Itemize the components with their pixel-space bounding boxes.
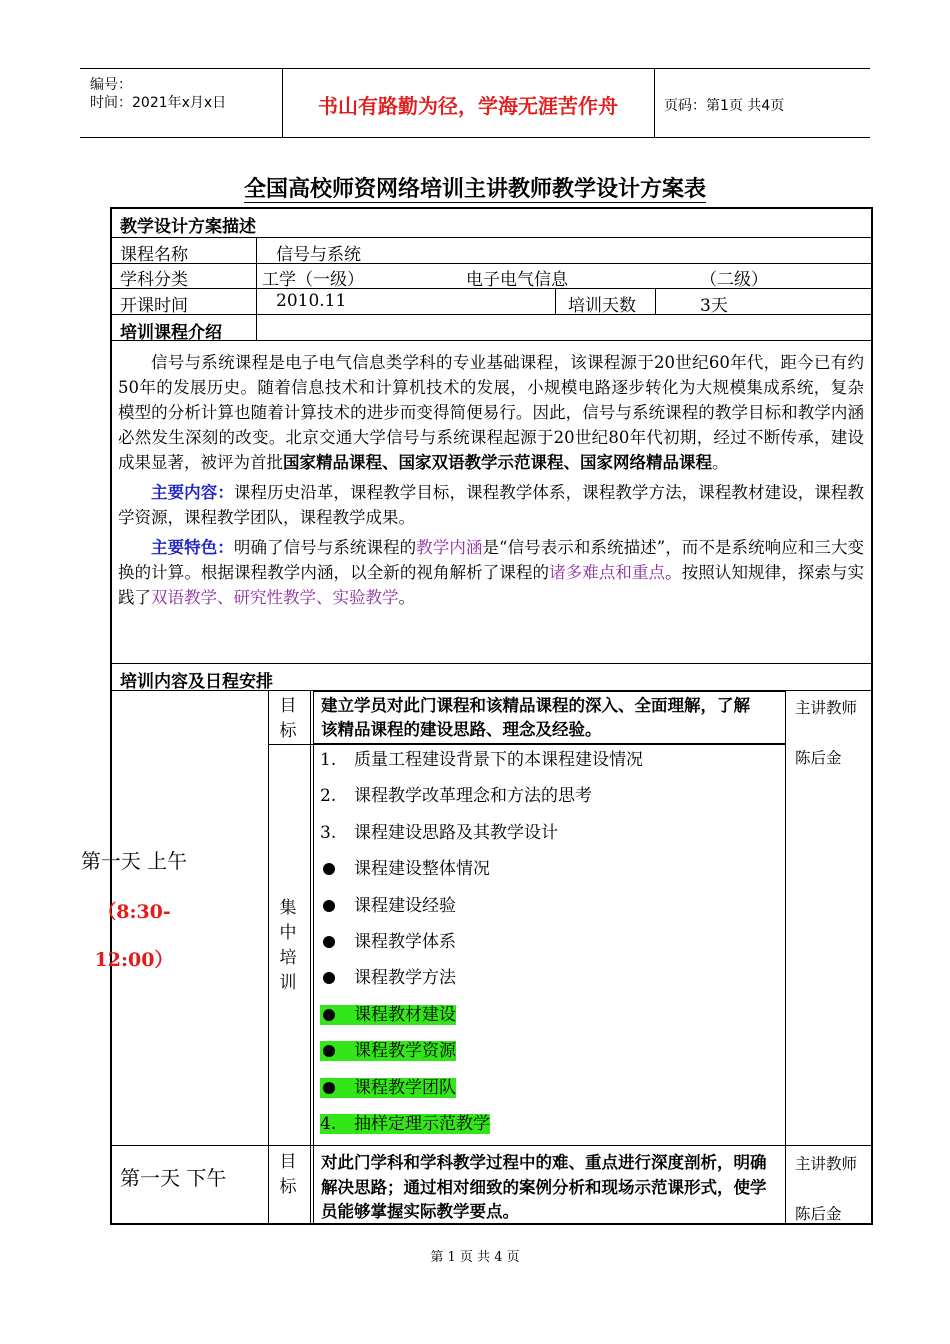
- topic-text: 课程建设思路及其教学设计: [354, 822, 558, 843]
- topic-text: 质量工程建设背景下的本课程建设情况: [354, 750, 643, 770]
- day1-am-time-end: 12:00）: [94, 949, 174, 971]
- topic-text: 课程教学体系: [354, 932, 456, 952]
- topic-item: [320, 748, 643, 772]
- section-intro: 培训课程介绍: [120, 323, 222, 343]
- bullet-icon: [323, 1009, 335, 1021]
- topic-item: [320, 894, 456, 918]
- topic-text: 课程教学改革理念和方法的思考: [354, 786, 592, 807]
- day1-pm-teacher-label: 主讲教师: [795, 1155, 858, 1173]
- section-description: 教学设计方案描述: [120, 217, 256, 237]
- page-title: [0, 172, 950, 203]
- page-info: 页码：第1页 共4页: [664, 98, 785, 114]
- bullet-icon: [323, 936, 335, 948]
- topic-number: 3.: [320, 822, 337, 843]
- topic-item: [320, 1003, 456, 1027]
- course-intro: [118, 350, 864, 615]
- day1-am-goal: 建立学员对此门课程和该精品课程的深入、全面理解，了解该精品课程的建设思路、理念及经验。: [321, 696, 750, 739]
- header-meta: [80, 69, 283, 137]
- intro-paragraph-1: 信号与系统课程是电子电气信息类学科的专业基础课程，该课程源于20世纪60年代，距今已有约50年的发展历史。随着信息技术和计算机技术的发展，小规模电路逐步转化为大规模集成系统，复杂模型的分析计算也随着计算技术的进步而变得简便易行。因此，信号与系统课程的教学目标和教学内涵必然发生深刻的改变。北京交通大学信号与系统课程起源于20世纪80年代初期，经过不断传承，建设成果显著，被评为首批国家精品课程、国家双语教学示范课程、国家网络精品课程。: [118, 353, 864, 472]
- day1-pm-teacher: 陈后金: [795, 1205, 842, 1223]
- subject-level2-name: 电子电气信息: [466, 270, 568, 290]
- topic-item: [320, 1112, 490, 1136]
- day1-am-goal-label: 目标: [279, 696, 297, 741]
- day1-am-label: 第一天 上午: [80, 849, 188, 873]
- training-days: 3天: [700, 296, 728, 316]
- doc-time: 时间：2021年x月x日: [90, 95, 227, 111]
- bullet-icon: [323, 863, 335, 875]
- training-days-label: 培训天数: [568, 296, 636, 316]
- bullet-icon: [323, 972, 335, 984]
- day1-am-time-start: （8:30-: [97, 901, 171, 923]
- topic-item: [320, 784, 592, 808]
- topic-text: 课程教学资源: [354, 1041, 456, 1062]
- topic-item: [320, 930, 456, 954]
- topic-text: 课程建设经验: [354, 895, 456, 916]
- section-schedule: 培训内容及日程安排: [120, 672, 273, 692]
- topic-item: [320, 1076, 456, 1100]
- topic-text: 课程教学方法: [354, 968, 456, 989]
- day1-am-mode: 集中培训: [279, 898, 297, 993]
- day1-am-teacher-label: 主讲教师: [795, 699, 858, 717]
- topic-item: [320, 821, 558, 845]
- bullet-icon: [323, 1045, 335, 1057]
- doc-number: 编号：: [90, 77, 132, 93]
- header-page-cell: [654, 69, 870, 137]
- page-footer: 第 1 页 共 4 页: [430, 1250, 520, 1265]
- course-name-label: 课程名称: [120, 245, 188, 265]
- topic-number: 1.: [320, 750, 337, 770]
- day1-am-teacher: 陈后金: [795, 749, 842, 767]
- intro-paragraph-2: 主要内容：课程历史沿革，课程教学目标，课程教学体系，课程教学方法，课程教材建设，课程教学资源，课程教学团队，课程教学成果。: [118, 483, 865, 527]
- subject-level1: 工学（一级）: [262, 270, 364, 290]
- day1-pm-label: 第一天 下午: [120, 1166, 227, 1190]
- page-header: [80, 68, 870, 138]
- topic-text: 课程教学团队: [354, 1077, 456, 1098]
- day1-pm-goal-label: 目标: [279, 1152, 297, 1197]
- topic-item: [320, 1039, 456, 1063]
- intro-paragraph-3: 主要特色：明确了信号与系统课程的教学内涵是“信号表示和系统描述”，而不是系统响应和三大变换的计算。根据课程教学内涵，以全新的视角解析了课程的诸多难点和重点。按照认知规律，探索与实践了双语教学、研究性教学、实验教学。: [118, 538, 865, 607]
- topic-number: 4.: [320, 1114, 337, 1134]
- topic-text: 抽样定理示范教学: [354, 1114, 490, 1134]
- topic-item: [320, 857, 490, 881]
- start-time: 2010.11: [276, 291, 347, 311]
- bullet-icon: [323, 1082, 335, 1094]
- bullet-icon: [323, 900, 335, 912]
- day1-pm-goal: 对此门学科和学科教学过程中的难、重点进行深度剖析，明确解决思路；通过相对细致的案例分析和现场示范课形式，使学员能够掌握实际教学要点。: [321, 1153, 767, 1221]
- motto: 书山有路勤为径，学海无涯苦作舟: [318, 94, 618, 118]
- topic-text: 课程建设整体情况: [354, 859, 490, 880]
- header-motto-cell: [282, 69, 655, 137]
- subject-level2: （二级）: [700, 270, 768, 290]
- subject-label: 学科分类: [120, 270, 188, 290]
- course-name: 信号与系统: [276, 245, 361, 265]
- title-text: 全国高校师资网络培训主讲教师教学设计方案表: [243, 177, 706, 202]
- topic-item: [320, 966, 456, 990]
- topic-number: 2.: [320, 786, 337, 807]
- topic-text: 课程教材建设: [354, 1004, 456, 1025]
- start-time-label: 开课时间: [120, 296, 188, 316]
